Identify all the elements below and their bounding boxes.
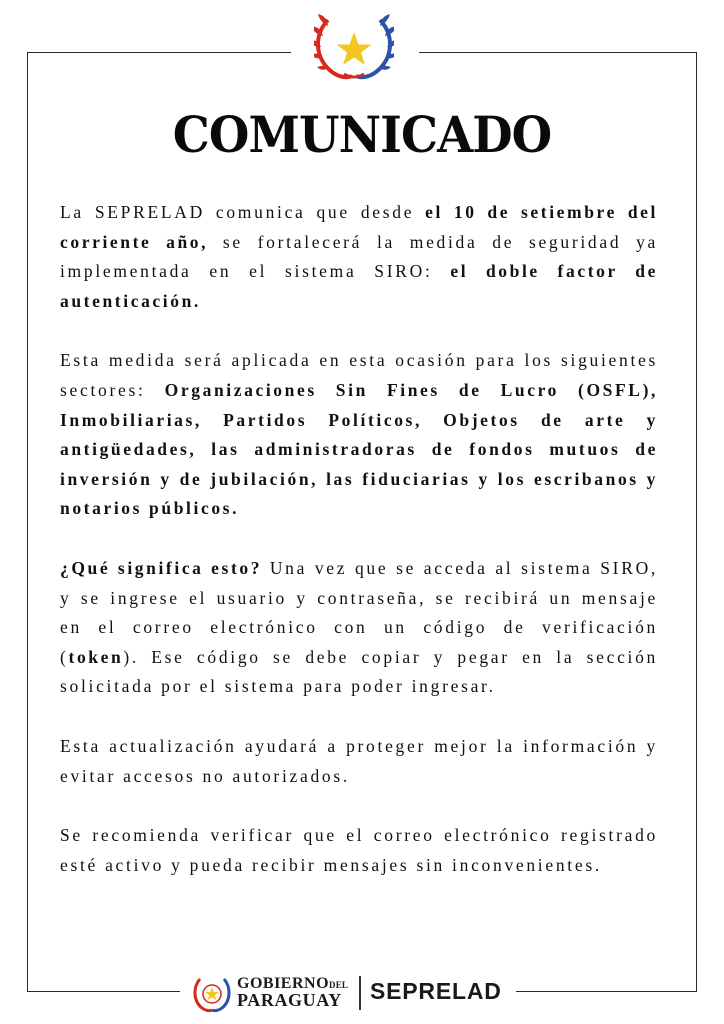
- footer: [0, 968, 724, 1018]
- gobierno-del: DEL: [329, 980, 349, 990]
- paragraph-2: [60, 346, 658, 524]
- gobierno-word: GOBIERNO: [237, 975, 330, 992]
- body-text: Una vez que se acceda al sistema SIRO, y se ingrese el usuario y contraseña, se recibirá un mensaje en el correo electrónico con un código de verificación (: [60, 557, 658, 667]
- paraguay-label: PARAGUAY: [237, 990, 342, 1010]
- bold-text: Organizaciones Sin Fines de Lucro (OSFL), Inmobiliarias, Partidos Políticos, Objetos de arte y antigüedades, las administradoras de fondos mutuos de inversión y de jubilación, las fiduciarias y los escribanos y notarios públicos.: [60, 379, 658, 519]
- paragraph-3: [60, 554, 658, 702]
- body-text: La SEPRELAD comunica que desde: [60, 202, 426, 222]
- announcement-body: [60, 198, 658, 910]
- page-title: COMUNICADO: [172, 105, 552, 164]
- paragraph-5: [60, 821, 658, 880]
- body-text: se fortalecerá la medida de seguridad ya implementada en el sistema SIRO:: [60, 231, 658, 282]
- seprelad-label: SEPRELAD: [370, 978, 502, 1004]
- gobierno-paraguay-logo-icon: [192, 973, 232, 1013]
- bold-text: el 10 de setiembre del corriente año,: [60, 202, 659, 252]
- paragraph-1: [60, 198, 658, 316]
- bold-text: ¿Qué significa esto?: [60, 557, 263, 578]
- paraguay-star-laurel-icon: [314, 12, 394, 84]
- footer-divider: [359, 976, 361, 1010]
- body-text: ). Ese código se debe copiar y pegar en la sección solicitada por el sistema para poder ingresar.: [60, 646, 658, 697]
- bold-text: token: [68, 646, 124, 667]
- paragraph-4: [60, 732, 658, 791]
- body-text: Esta actualización ayudará a proteger mejor la información y evitar accesos no autorizados.: [60, 735, 658, 786]
- bold-text: el doble factor de autenticación.: [60, 261, 658, 311]
- body-text: Esta medida será aplicada en esta ocasión para los siguientes sectores:: [60, 350, 658, 400]
- body-text: Se recomienda verificar que el correo electrónico registrado esté activo y pueda recibir mensajes sin inconvenientes.: [60, 825, 658, 875]
